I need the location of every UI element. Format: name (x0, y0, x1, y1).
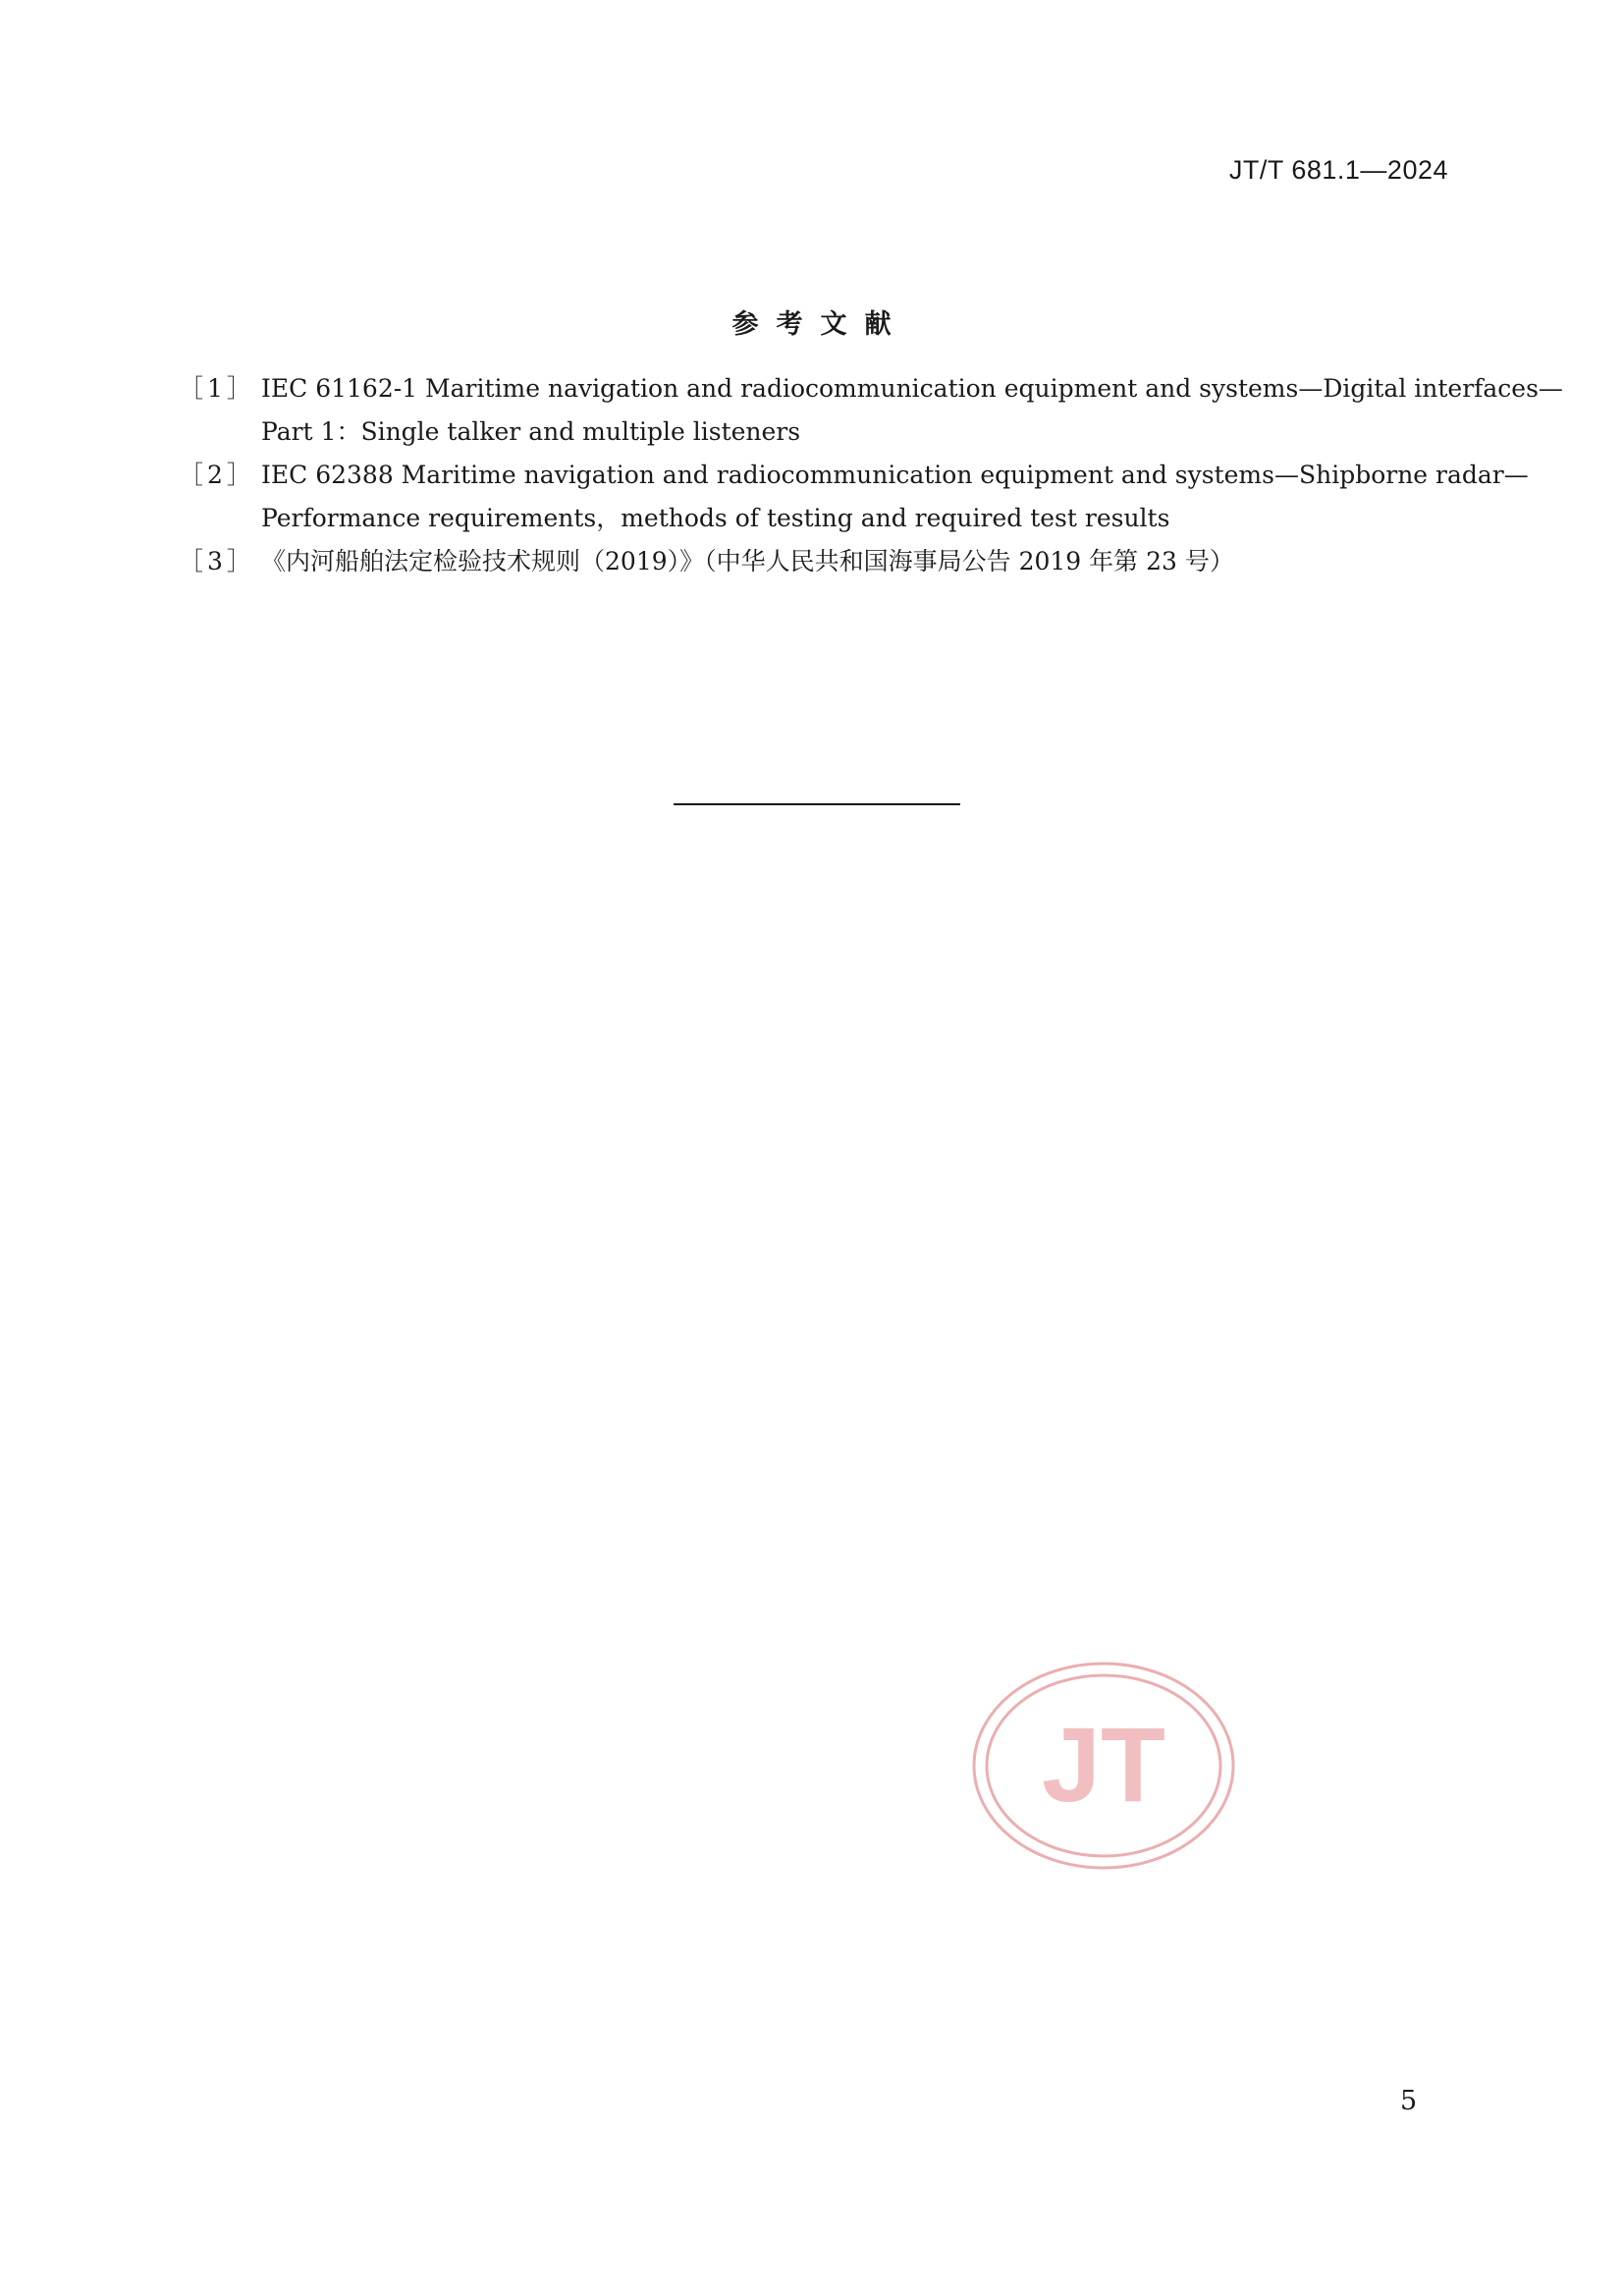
reference-text-line: Part 1：Single talker and multiple listeners (261, 417, 801, 446)
reference-number: ［3］ (179, 547, 255, 575)
reference-list (179, 367, 1563, 583)
reference-text-line: IEC 62388 Maritime navigation and radiocommunication equipment and systems—Shipborne radar— (261, 461, 1529, 489)
reference-item (179, 540, 1455, 583)
end-of-document-rule (674, 803, 960, 805)
reference-item (179, 367, 1563, 454)
reference-number: ［1］ (179, 374, 255, 403)
reference-text-line: IEC 61162-1 Maritime navigation and radiocommunication equipment and systems—Digital interfaces— (261, 374, 1563, 403)
standard-code: JT/T 681.1—2024 (1228, 155, 1448, 185)
reference-item (179, 454, 1529, 540)
reference-text-line: 《内河船舶法定检验技术规则（2019）》（中华人民共和国海事局公告 2019 年第 23 号） (261, 547, 1234, 575)
reference-number: ［2］ (179, 461, 255, 489)
page-number: 5 (1400, 2086, 1418, 2116)
reference-text-line: Performance requirements，methods of testing and required test results (261, 504, 1170, 532)
section-title: 参考文献 (731, 309, 909, 340)
watermark-text: JT (1041, 1705, 1166, 1824)
jt-watermark-logo (970, 1660, 1237, 1872)
